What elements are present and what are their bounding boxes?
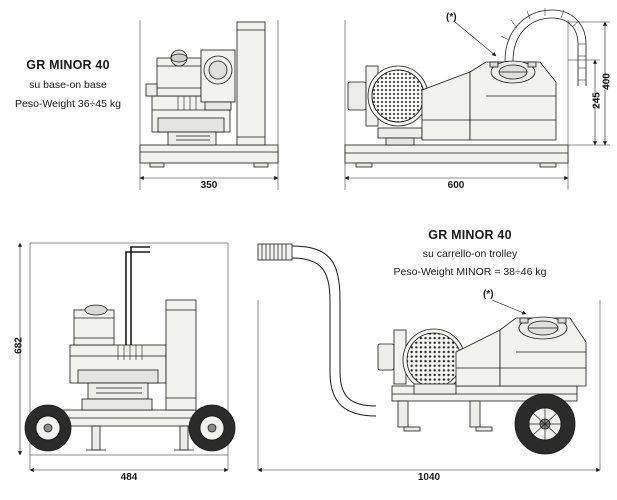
top-left-subtitle: su base-on base	[29, 79, 107, 91]
label-block-top-left	[8, 58, 128, 117]
view-top-right	[345, 8, 610, 190]
bottom-right-subtitle: su carrello-on trolley	[422, 248, 518, 260]
top-left-weight: Peso-Weight 36÷45 kg	[15, 98, 121, 110]
dimension-600: 600	[447, 180, 465, 191]
dimension-400: 400	[601, 73, 613, 90]
view-top-left	[140, 20, 278, 190]
dimension-350: 350	[200, 180, 218, 191]
label-block-bottom-right	[370, 228, 570, 284]
dimension-1040: 1040	[417, 472, 441, 483]
dimension-682: 682	[13, 337, 25, 354]
top-left-title: GR MINOR 40	[26, 58, 110, 72]
dimension-245: 245	[591, 92, 603, 109]
bottom-right-title: GR MINOR 40	[428, 228, 512, 242]
dimension-484: 484	[120, 472, 138, 483]
asterisk-top-right: (*)	[446, 12, 457, 23]
bottom-right-weight: Peso-Weight MINOR = 38÷46 kg	[393, 266, 547, 278]
asterisk-bottom-right: (*)	[483, 289, 494, 300]
view-bottom-left	[20, 243, 235, 470]
